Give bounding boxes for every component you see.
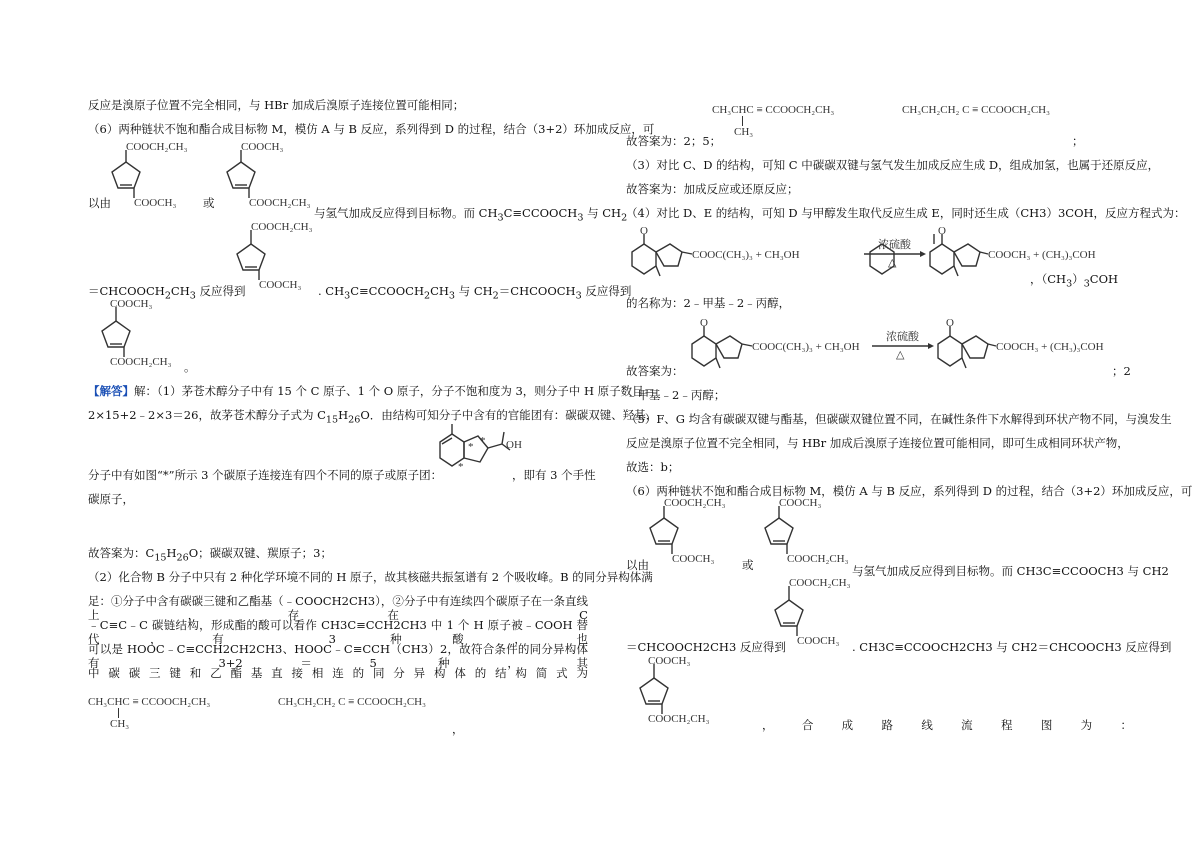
text-fragment: ，: [452, 722, 464, 736]
text-line: 反应是溴原子位置不完全相同，与 HBr 加成后溴原子连接位置可能相同；: [88, 98, 465, 112]
text-line: 反应是溴原子位置不完全相同，与 HBr 加成后溴原子连接位置可能相同，即可生成相同环状产物，: [626, 436, 1129, 450]
cyclopentene-diester-structure: [88, 295, 198, 373]
text-line: （3）对比 C、D 的结构，可知 C 中碳碳双键与氢气发生加成反应生成 D，组成加氢，也属于还原反应，: [626, 158, 1160, 172]
structure-formula: CH₃CHC ≡ CCOOCH₂CH₃: [712, 104, 835, 116]
ester-group-label: COOCH₃: [648, 655, 691, 667]
svg-text:*: *: [458, 461, 464, 473]
ester-group-label: COOCH₃: [779, 497, 822, 509]
svg-text:O: O: [938, 225, 946, 237]
svg-text:O: O: [946, 317, 954, 329]
ester-group-label: COOCH₂CH₃: [251, 221, 313, 233]
text-line: 故答案为：$C_{15}H_{26}O$；碳碳双键、羰原子；3；: [88, 546, 332, 564]
equation-rhs: COOCH₃ + (CH₃)₃COH: [988, 249, 1096, 261]
svg-text:*: *: [468, 441, 474, 453]
structure-formula: CH₃CHC ≡ CCOOCH₂CH₃: [88, 696, 211, 708]
ester-group-label: COOCH₂CH₃: [787, 553, 849, 565]
text-fragment: ，即有 3 个手性: [512, 468, 596, 482]
reaction-equation: [686, 316, 1136, 372]
text-line: 可以是 HOOC﹣C≡CCH2CH2CH3、HOOC﹣C≡CCH（CH3）2，故符合条件的同分异构体有 3+2＝5 种，其: [88, 642, 588, 670]
text-fragment: 以由: [626, 558, 649, 572]
text-line: （6）两种链状不饱和酯合成目标物 M，模仿 A 与 B 反应，系列得到 D 的过程，结合（3+2）环加成反应，可: [88, 122, 655, 136]
text-line: 故选：b；: [626, 460, 680, 474]
ester-group-label: COOCH₂CH₃: [249, 197, 311, 209]
structure-formula: CH₃CH₂CH₂ C ≡ CCOOCH₂CH₃: [902, 104, 1050, 116]
text-fragment: ，$(CH_3)_3COH$: [1030, 272, 1119, 290]
text-line: 2×15+2﹣2×3＝26，故茅苍术醇分子式为 $C_{15}H_{26}O$．由结构可知分子中含有的官能团有：碳碳双键、羟基．: [88, 408, 658, 426]
text-line: （2）化合物 B 分子中只有 2 种化学环境不同的 H 原子，故其核磁共振氢谱有 2 个吸收峰。B 的同分异构体满: [88, 570, 653, 584]
svg-text:OH: OH: [506, 439, 522, 451]
text-line: 故答案为：2；5；: [626, 134, 722, 148]
cyclopentene-diester-structure: [761, 574, 871, 650]
text-fragment: 或: [203, 196, 215, 210]
text-line: ，合成路线流程图为：: [762, 718, 1132, 732]
catalyst-label: 浓硫酸: [878, 239, 911, 251]
ester-group-label: COOCH₃: [110, 298, 153, 310]
text-line: （4）对比 D、E 的结构，可知 D 与甲醇发生取代反应生成 E，同时还生成（CH3）3COH，反应方程式为：: [626, 206, 1186, 220]
ester-group-label: COOCH₃: [259, 279, 302, 291]
text-line: 的名称为：2﹣甲基﹣2﹣丙醇，: [626, 296, 791, 310]
ester-group-label: COOCH₃: [134, 197, 177, 209]
equation-lhs: COOC(CH₃)₃ + CH₃OH: [752, 341, 860, 353]
text-fragment: 以由: [88, 196, 111, 210]
cyclopentene-diester-structure: [213, 140, 323, 210]
svg-text:O: O: [700, 317, 708, 329]
cyclopentene-diester-structure: [751, 496, 861, 568]
ester-group-label: COOCH₂CH₃: [648, 713, 710, 725]
text-fragment: 分子中有如图“*”所示 3 个碳原子连接连有四个不同的原子或原子团：: [88, 468, 443, 482]
text-fragment: 。: [184, 360, 196, 374]
heat-symbol: △: [896, 349, 905, 361]
text-line: 与氢气加成反应得到目标物。而 $CH_3C\equiv CCOOCH_3$ 与 $CH_2$: [314, 206, 628, 224]
text-line: . $CH_3C\equiv CCOOCH_2CH_3$ 与 $CH_2=CHCOOCH_3$ 反应得到: [318, 284, 632, 302]
ester-group-label: COOCH₂CH₃: [110, 356, 172, 368]
ester-group-label: COOCH₃: [241, 141, 284, 153]
text-line: $=CHCOOCH_2CH_3$ 反应得到: [88, 284, 246, 302]
text-fragment: ＝CHCOOCH2CH3 反应得到: [626, 640, 786, 654]
structure-formula: CH₃CH₂CH₂ C ≡ CCOOCH₂CH₃: [278, 696, 426, 708]
text-line: 中碳碳三键和乙酯基直接相连的同分异构体的结构简式为: [88, 666, 588, 680]
text-fragment: 与氢气加成反应得到目标物。而 CH3C≡CCOOCH3 与 CH2: [852, 564, 1169, 578]
text-line: （5）F、G 均含有碳碳双键与酯基，但碳碳双键位置不同，在碱性条件下水解得到环状产物不同，与溴发生: [626, 412, 1172, 426]
ester-group-label: COOCH₃: [797, 635, 840, 647]
right-column: [626, 0, 1193, 848]
cyclopentene-diester-structure: [636, 496, 746, 568]
text-line: ﹣甲基﹣2﹣丙醇；: [626, 388, 726, 402]
text-line: ﹣C≡C﹣C 碳链结构，形成酯的酸可以看作 CH3C≡CCH2CH3 中 1 个 H 原子被﹣COOH 替代，有 3 种酸，也: [88, 618, 588, 646]
text-fragment: 或: [742, 558, 754, 572]
methyl-branch: CH₃: [110, 718, 130, 730]
text-fragment: ；: [1072, 134, 1084, 148]
equation-lhs: COOC(CH₃)₃ + CH₃OH: [692, 249, 800, 261]
answer-line: 【解答】解：（1）茅苍术醇分子中有 15 个 C 原子、1 个 O 原子，分子不饱和度为 3，则分子中 H 原子数目＝: [88, 384, 656, 398]
answer-tag: 【解答】: [88, 384, 134, 398]
cyclopentene-diester-structure: [626, 652, 736, 730]
ester-group-label: COOCH₂CH₃: [126, 141, 188, 153]
text-fragment: ；2: [1112, 364, 1131, 378]
text-line: 足：①分子中含有碳碳三键和乙酯基（﹣COOCH2CH3），②分子中有连续四个碳原子在一条直线上，存在 C: [88, 594, 588, 622]
text-fragment: 故答案为：: [626, 364, 684, 378]
catalyst-label: 浓硫酸: [886, 331, 919, 343]
text-fragment: . CH3C≡CCOOCH2CH3 与 CH2＝CHCOOCH3 反应得到: [852, 640, 1172, 654]
svg-text:*: *: [480, 435, 486, 447]
ester-group-label: COOCH₃: [672, 553, 715, 565]
ester-group-label: COOCH₂CH₃: [789, 577, 851, 589]
methyl-branch: CH₃: [734, 126, 754, 138]
heat-symbol: △: [888, 257, 897, 269]
text-line: （6）两种链状不饱和酯合成目标物 M，模仿 A 与 B 反应，系列得到 D 的过程，结合（3+2）环加成反应，可: [626, 484, 1193, 498]
text-line: 故答案为：加成反应或还原反应；: [626, 182, 799, 196]
ester-group-label: COOCH₂CH₃: [664, 497, 726, 509]
svg-text:O: O: [640, 225, 648, 237]
equation-rhs: COOCH₃ + (CH₃)₃COH: [996, 341, 1104, 353]
cyclopentene-diester-structure: [98, 140, 208, 210]
text-line: 碳原子，: [88, 492, 134, 506]
